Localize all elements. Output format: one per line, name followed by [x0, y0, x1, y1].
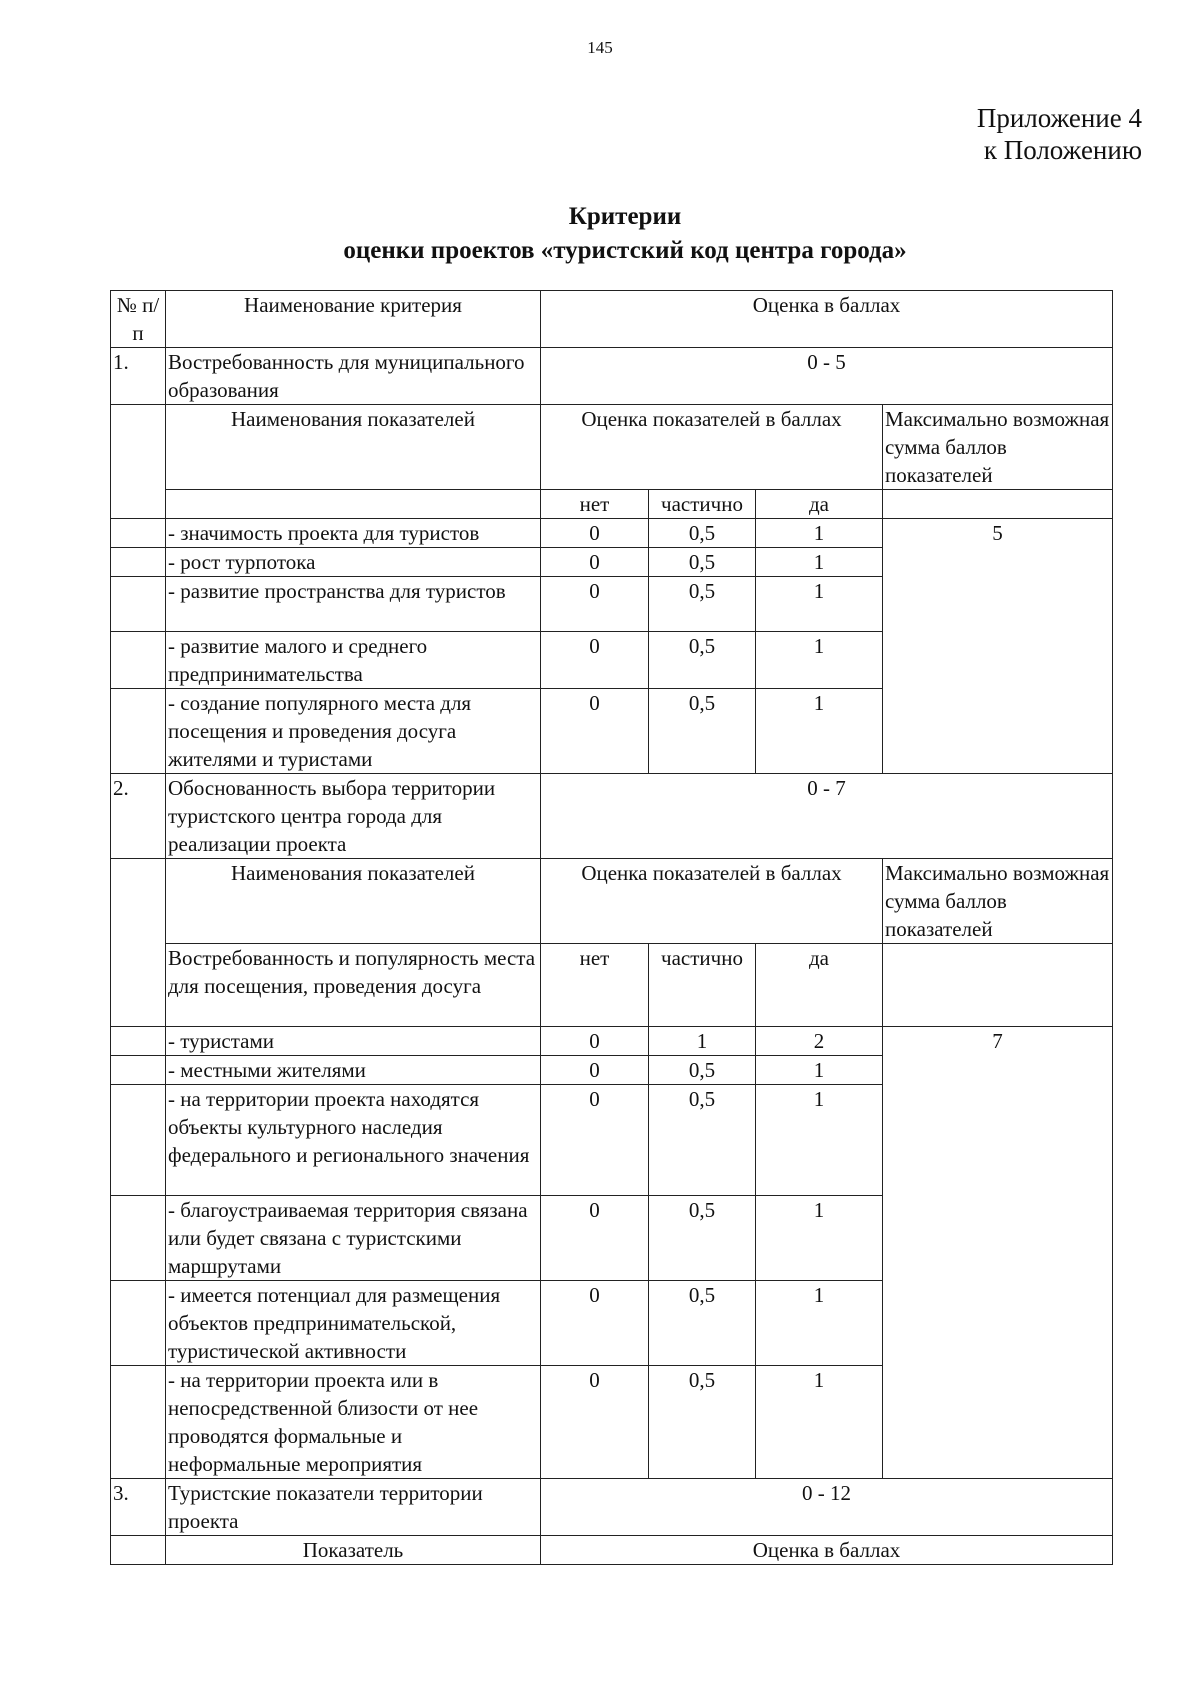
level-no: нет	[541, 944, 649, 1027]
empty-cell	[111, 1366, 166, 1479]
header-num: № п/п	[111, 291, 166, 348]
header-name: Наименование критерия	[166, 291, 541, 348]
empty-cell	[166, 490, 541, 519]
indicator-name: - развитие малого и среднего предпринимательства	[166, 632, 541, 689]
empty-cell	[111, 1281, 166, 1366]
document-title	[0, 200, 1200, 268]
indicator-label: Показатель	[166, 1536, 541, 1565]
indicator-name: - рост турпотока	[166, 548, 541, 577]
indicator-header-row	[111, 1536, 1113, 1565]
criteria-table-body	[111, 291, 1113, 1565]
score-no: 0	[541, 1366, 649, 1479]
indicator-score-header: Оценка показателей в баллах	[541, 859, 883, 944]
score-yes: 1	[756, 1056, 883, 1085]
score-partial: 1	[649, 1027, 756, 1056]
level-yes: да	[756, 490, 883, 519]
max-sum-header: Максимально возможная сумма баллов показателей	[883, 859, 1113, 944]
indicators-header-row	[111, 859, 1113, 944]
level-partial: частично	[649, 944, 756, 1027]
empty-cell	[111, 689, 166, 774]
criterion-num: 1.	[111, 348, 166, 405]
score-partial: 0,5	[649, 632, 756, 689]
empty-cell	[111, 548, 166, 577]
score-no: 0	[541, 548, 649, 577]
criterion-range: 0 - 12	[541, 1479, 1113, 1536]
indicators-header-row	[111, 405, 1113, 490]
appendix-line-1: Приложение 4	[976, 103, 1142, 133]
score-yes: 1	[756, 548, 883, 577]
empty-cell	[111, 405, 166, 519]
max-sum-value: 5	[883, 519, 1113, 774]
score-partial: 0,5	[649, 689, 756, 774]
appendix-line-2: к Положению	[983, 135, 1142, 165]
score-levels-row	[111, 944, 1113, 1027]
level-partial: частично	[649, 490, 756, 519]
score-partial: 0,5	[649, 577, 756, 632]
score-yes: 1	[756, 689, 883, 774]
title-line-2: оценки проектов «туристский код центра города»	[343, 237, 907, 264]
criterion-row	[111, 774, 1113, 859]
indicator-name: - на территории проекта находятся объекты культурного наследия федерального и регионального значения	[166, 1085, 541, 1196]
max-sum-header: Максимально возможная сумма баллов показателей	[883, 405, 1113, 490]
appendix-reference	[977, 102, 1142, 166]
empty-cell	[111, 577, 166, 632]
indicator-name: - местными жителями	[166, 1056, 541, 1085]
score-no: 0	[541, 689, 649, 774]
score-yes: 1	[756, 519, 883, 548]
empty-cell	[883, 944, 1113, 1027]
empty-cell	[111, 1196, 166, 1281]
score-partial: 0,5	[649, 548, 756, 577]
score-yes: 1	[756, 1281, 883, 1366]
score-yes: 1	[756, 1196, 883, 1281]
empty-cell	[111, 1056, 166, 1085]
score-partial: 0,5	[649, 1056, 756, 1085]
max-sum-value: 7	[883, 1027, 1113, 1479]
score-no: 0	[541, 1027, 649, 1056]
indicator-name: - туристами	[166, 1027, 541, 1056]
score-no: 0	[541, 519, 649, 548]
indicators-title: Наименования показателей	[166, 405, 541, 490]
criterion-range: 0 - 5	[541, 348, 1113, 405]
criterion-row	[111, 1479, 1113, 1536]
score-no: 0	[541, 1056, 649, 1085]
score-no: 0	[541, 1281, 649, 1366]
level-yes: да	[756, 944, 883, 1027]
score-no: 0	[541, 1085, 649, 1196]
score-yes: 1	[756, 577, 883, 632]
empty-cell	[111, 519, 166, 548]
empty-cell	[111, 632, 166, 689]
indicator-name: - развитие пространства для туристов	[166, 577, 541, 632]
score-no: 0	[541, 1196, 649, 1281]
score-partial: 0,5	[649, 1366, 756, 1479]
score-yes: 1	[756, 632, 883, 689]
level-no: нет	[541, 490, 649, 519]
criterion-name: Туристские показатели территории проекта	[166, 1479, 541, 1536]
score-partial: 0,5	[649, 1196, 756, 1281]
score-yes: 1	[756, 1085, 883, 1196]
score-levels-row	[111, 490, 1113, 519]
empty-cell	[883, 490, 1113, 519]
score-partial: 0,5	[649, 519, 756, 548]
empty-cell	[111, 1536, 166, 1565]
table-header-row	[111, 291, 1113, 348]
indicator-name: - значимость проекта для туристов	[166, 519, 541, 548]
criterion-name: Обоснованность выбора территории туристского центра города для реализации проекта	[166, 774, 541, 859]
score-no: 0	[541, 632, 649, 689]
criterion-num: 2.	[111, 774, 166, 859]
page-number: 145	[587, 38, 613, 57]
score-yes: 2	[756, 1027, 883, 1056]
criterion-name: Востребованность для муниципального образования	[166, 348, 541, 405]
criterion-row	[111, 348, 1113, 405]
indicator-name: - на территории проекта или в непосредственной близости от нее проводятся формальные и неформальные мероприятия	[166, 1366, 541, 1479]
indicator-name: - создание популярного места для посещения и проведения досуга жителями и туристами	[166, 689, 541, 774]
criterion-num: 3.	[111, 1479, 166, 1536]
empty-cell	[111, 1085, 166, 1196]
indicator-name: - имеется потенциал для размещения объектов предпринимательской, туристической активности	[166, 1281, 541, 1366]
header-score: Оценка в баллах	[541, 291, 1113, 348]
criteria-table	[110, 290, 1113, 1565]
empty-cell	[111, 859, 166, 1027]
indicator-row	[111, 1027, 1113, 1056]
criterion-range: 0 - 7	[541, 774, 1113, 859]
indicator-row	[111, 519, 1113, 548]
score-partial: 0,5	[649, 1085, 756, 1196]
group-label: Востребованность и популярность места для посещения, проведения досуга	[166, 944, 541, 1027]
title-line-1: Критерии	[568, 203, 682, 230]
score-no: 0	[541, 577, 649, 632]
score-label: Оценка в баллах	[541, 1536, 1113, 1565]
indicator-name: - благоустраиваемая территория связана или будет связана с туристскими маршрутами	[166, 1196, 541, 1281]
score-yes: 1	[756, 1366, 883, 1479]
indicator-score-header: Оценка показателей в баллах	[541, 405, 883, 490]
indicators-title: Наименования показателей	[166, 859, 541, 944]
empty-cell	[111, 1027, 166, 1056]
score-partial: 0,5	[649, 1281, 756, 1366]
